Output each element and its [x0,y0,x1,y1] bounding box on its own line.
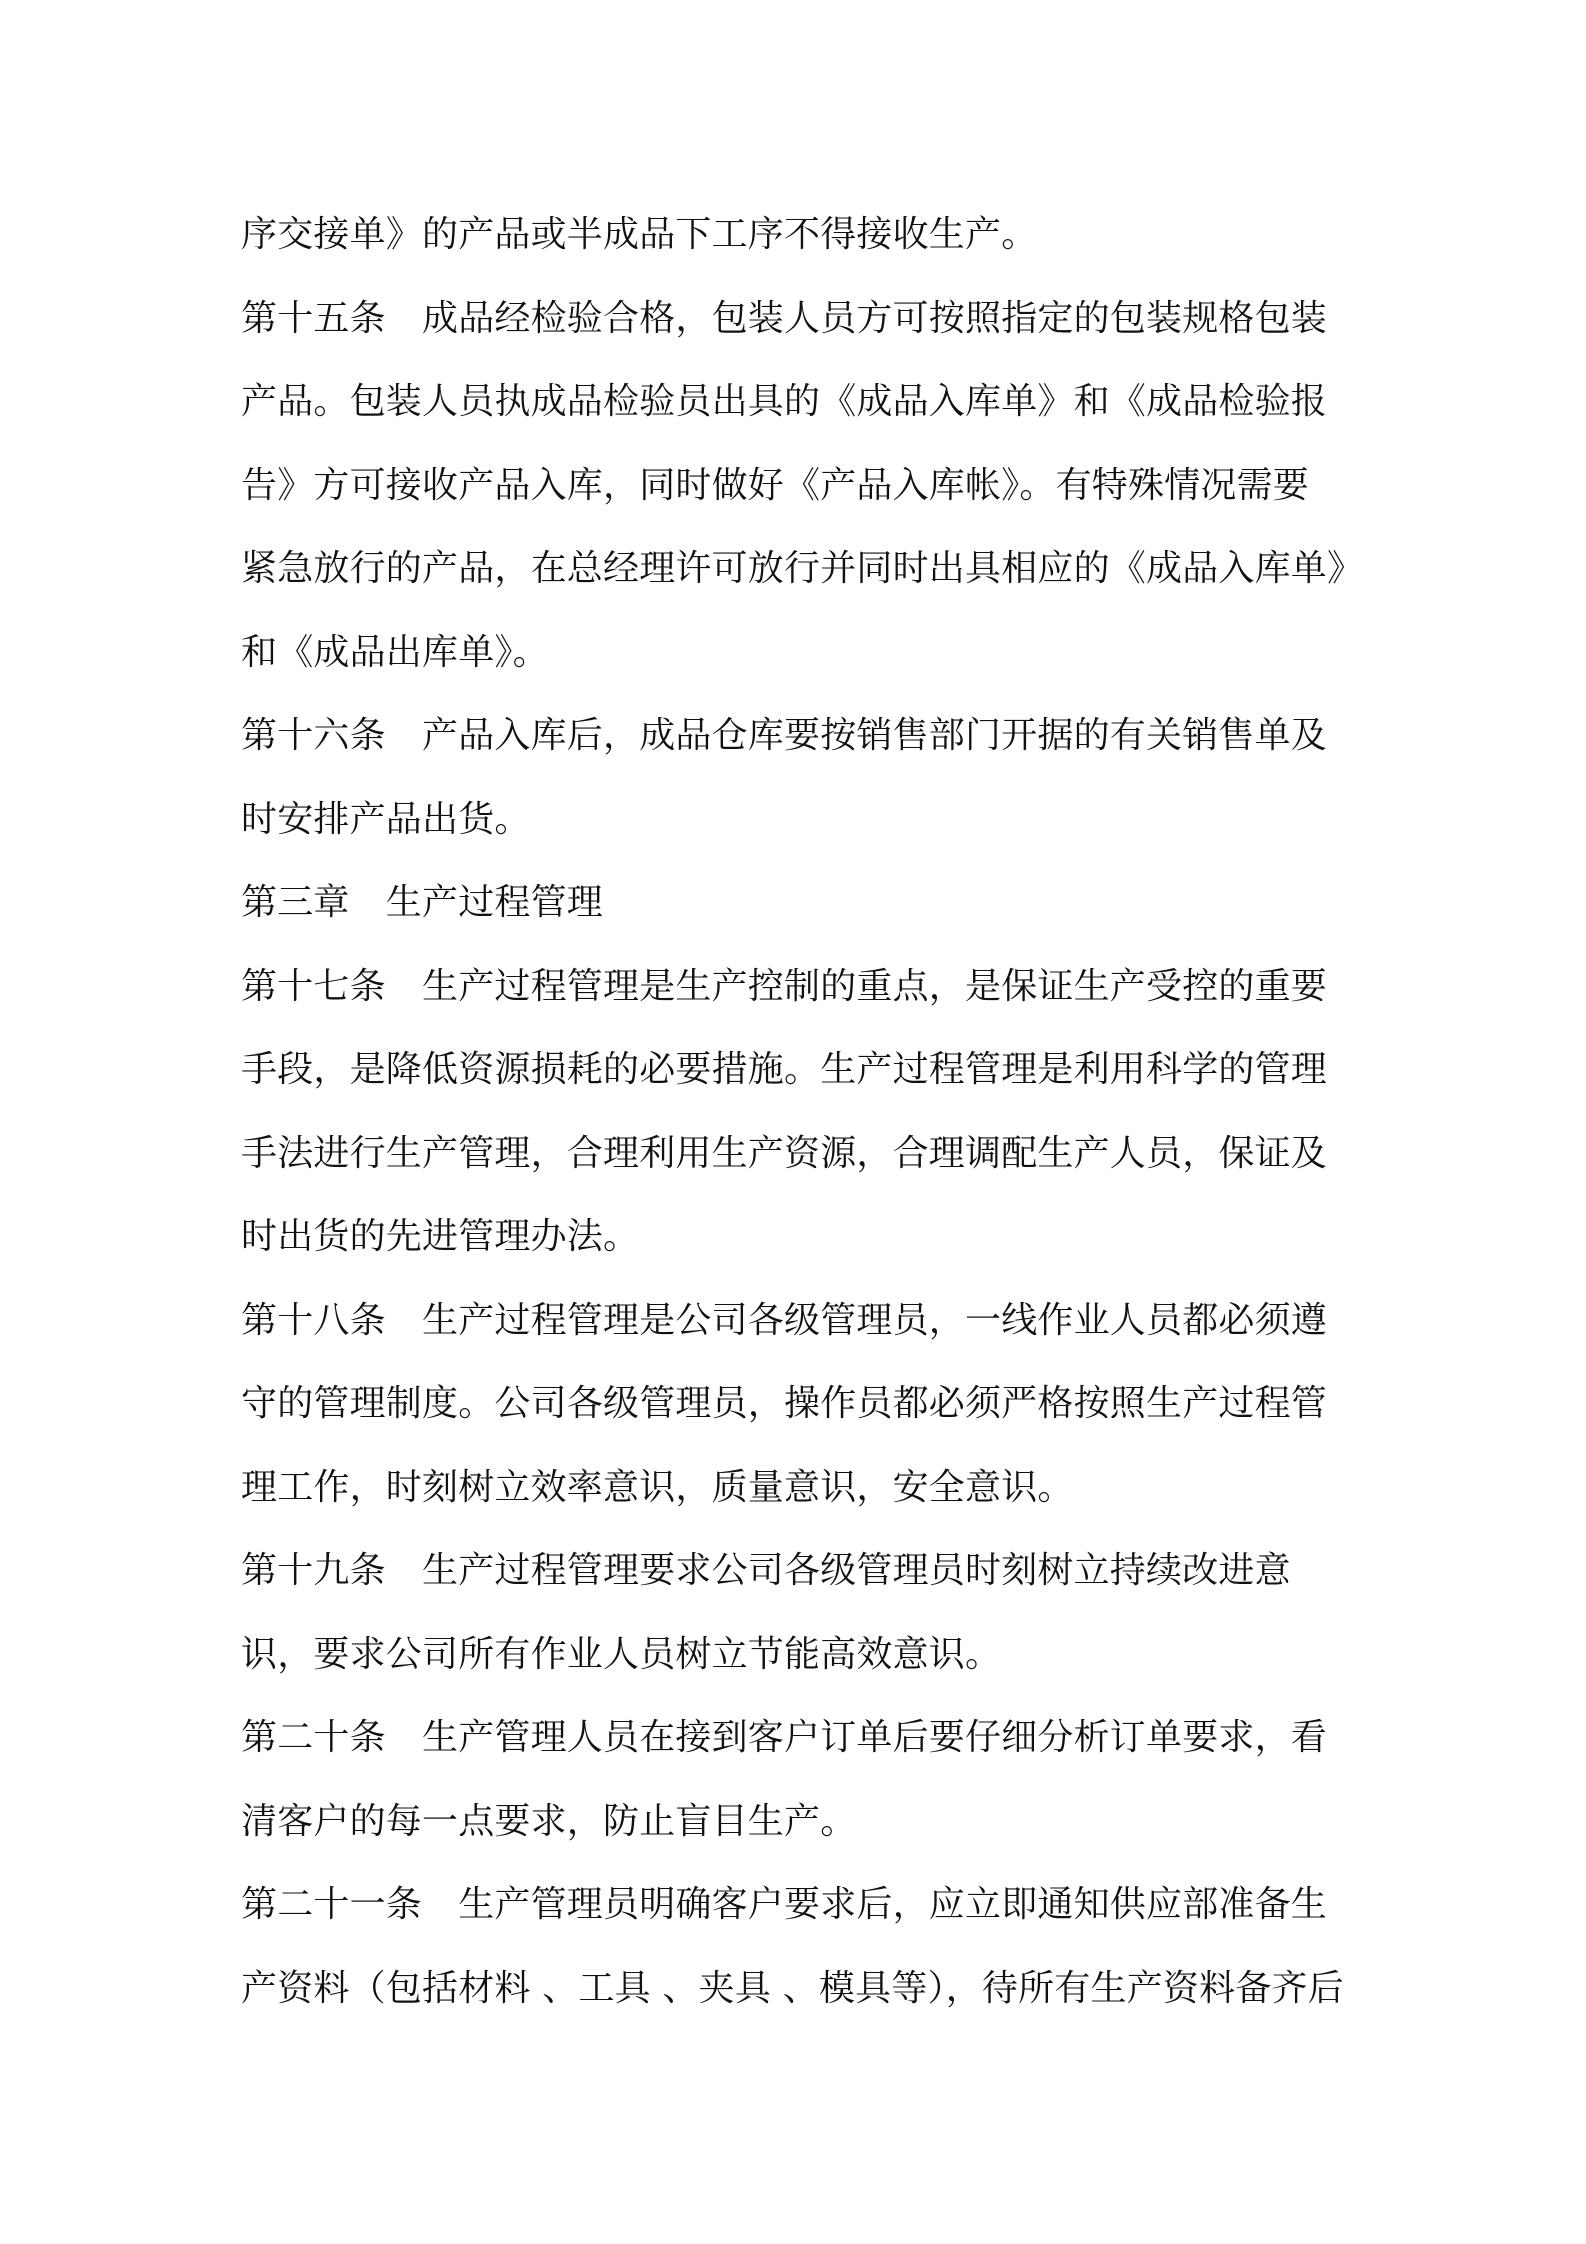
text-line: 序交接单》的产品或半成品下工序不得接收生产。 [241,214,1038,255]
text-line: 产资料（包括材料 、工具 、夹具 、模具等），待所有生产资料备齐后 [241,1967,1344,2009]
text-line: 清客户的每一点要求，防止盲目生产。 [241,1800,857,1842]
chapter-3-heading: 第三章 生产过程管理 [241,882,604,923]
text-line: 时安排产品出货。 [241,798,531,840]
article-20-heading-line: 第二十条 生产管理人员在接到客户订单后要仔细分析订单要求，看 [241,1717,1328,1758]
article-21-heading-line: 第二十一条 生产管理员明确客户要求后，应立即通知供应部准备生 [241,1884,1328,1925]
text-line: 识，要求公司所有作业人员树立节能高效意识。 [241,1633,1002,1675]
text-line: 紧急放行的产品，在总经理许可放行并同时出具相应的《成品入库单》 [241,548,1364,589]
document-body [241,193,1364,2030]
text-line: 手法进行生产管理，合理利用生产资源，合理调配生产人员，保证及 [241,1132,1328,1174]
text-line: 守的管理制度。公司各级管理员，操作员都必须严格按照生产过程管 [241,1383,1328,1424]
article-17-heading-line: 第十七条 生产过程管理是生产控制的重点，是保证生产受控的重要 [241,965,1328,1007]
text-line: 手段，是降低资源损耗的必要措施。生产过程管理是利用科学的管理 [241,1049,1328,1090]
text-line: 告》方可接收产品入库，同时做好《产品入库帐》。有特殊情况需要 [241,464,1310,506]
article-18-heading-line: 第十八条 生产过程管理是公司各级管理员，一线作业人员都必须遵 [241,1299,1328,1341]
article-16-heading-line: 第十六条 产品入库后，成品仓库要按销售部门开据的有关销售单及 [241,715,1328,756]
text-line: 时出货的先进管理办法。 [241,1216,640,1257]
text-line: 产品。包装人员执成品检验员出具的《成品入库单》和《成品检验报 [241,381,1328,422]
article-19-heading-line: 第十九条 生产过程管理要求公司各级管理员时刻树立持续改进意 [241,1550,1291,1591]
article-15-heading-line: 第十五条 成品经检验合格，包装人员方可按照指定的包装规格包装 [241,297,1328,339]
text-line: 和《成品出库单》。 [241,631,549,673]
text-line: 理工作，时刻树立效率意识，质量意识，安全意识。 [241,1466,1074,1508]
